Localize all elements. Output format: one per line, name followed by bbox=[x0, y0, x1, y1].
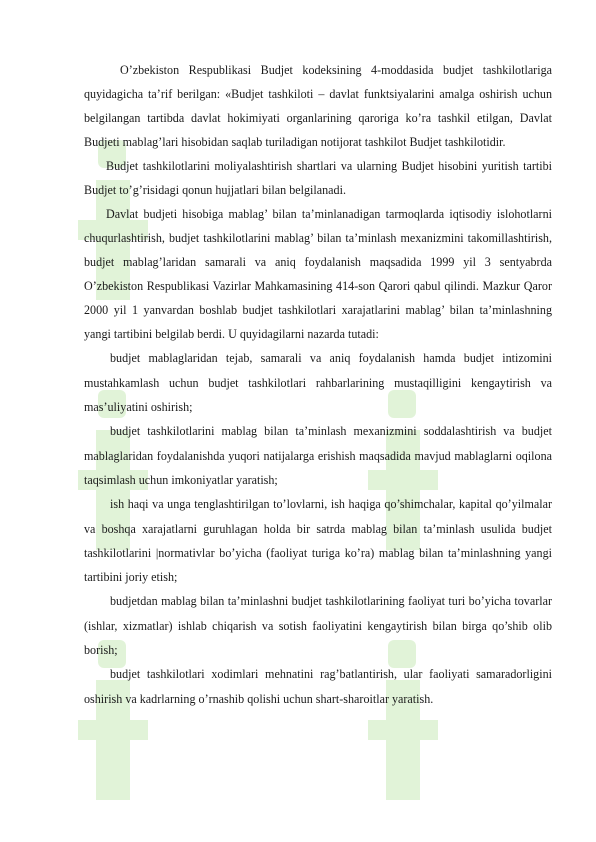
paragraph: Davlat budjeti hisobiga mablag’ bilan ta’minlanadigan tarmoqlarda iqtisodiy islohotlarni chuqurlashtirish, budjet tashkilotlarini mablag’ bilan ta’minlash mexanizmini takomillashtirish, budjet mablag’laridan samarali va aniq foydalanish maqsadida 1999 yil 3 sentyabrda O’zbekiston Respublikasi Vazirlar Mahkamasining 414-son Qarori qabul qilindi. Mazkur Qaror 2000 yil 1 yanvardan boshlab budjet tashkilotlari xarajatlarini mablag’ bilan ta’minlashning yangi tartibini belgilab berdi. U quyidagilarni nazarda tutadi: bbox=[84, 207, 552, 341]
list-item bbox=[84, 589, 552, 662]
paragraph: O’zbekiston Respublikasi Budjet kodeksining 4-moddasida budjet tashkilotlariga quyidagicha ta’rif berilgan: «Budjet tashkiloti – davlat funktsiyalarini amalga oshirish uchun belgilangan tartibda davlat hokimiyati organlarining qaroriga ko’ra tashkil etilgan, Davlat Budjeti mablag’lari hisobidan saqlab turiladigan notijorat tashkilot Budjet tashkilotidir. bbox=[84, 63, 552, 149]
list-item-text: budjet tashkilotlari xodimlari mehnatini rag’batlantirish, ular faoliyati samaradorligini oshirish va kadrlarning o’rnashib qolishi uchun shart-sharoitlar yaratish. bbox=[84, 667, 552, 706]
list-item-text: ish haqi va unga tenglashtirilgan to’lovlarni, ish haqiga qo’shimchalar, kapital qo’yilmalar va boshqa xarajatlarni guruhlagan holda bir satrda mablag bilan ta’minlash usulida budjet tashkilotlarini |normativlar bo’yicha (faoliyat turiga ko’ra) mablag bilan ta’minlashning yangi tartibini joriy etish; bbox=[84, 497, 552, 584]
list-item bbox=[84, 662, 552, 711]
list-item bbox=[84, 346, 552, 419]
paragraph: Budjet tashkilotlarini moliyalashtirish shartlari va ularning Budjet hisobini yuritish tartibi Budjet to’g’risidagi qonun hujjatlari bilan belgilanadi. bbox=[84, 159, 552, 197]
document-body bbox=[84, 58, 552, 711]
list-item-text: budjet tashkilotlarini mablag bilan ta’minlash mexanizmini soddalashtirish va budjet mablaglaridan foydalanishda yuqori natijalarga erishish maqsadida mavjud mablaglarni oqilona taqsimlash uchun imkoniyatlar yaratish; bbox=[84, 424, 552, 487]
list-item-text: budjet mablaglaridan tejab, samarali va aniq foydalanish hamda budjet intizomini mustahkamlash uchun budjet tashkilotlari rahbarlarining mustaqilligini kengaytirish va mas’uliyatini oshirish; bbox=[84, 351, 552, 414]
list-item-text: budjetdan mablag bilan ta’minlashni budjet tashkilotlarining faoliyat turi bo’yicha tovarlar (ishlar, xizmatlar) ishlab chiqarish va sotish faoliyatini kengaytirish bilan birga qo’shib olib borish; bbox=[84, 594, 552, 657]
list-item bbox=[84, 492, 552, 589]
list-item bbox=[84, 419, 552, 492]
